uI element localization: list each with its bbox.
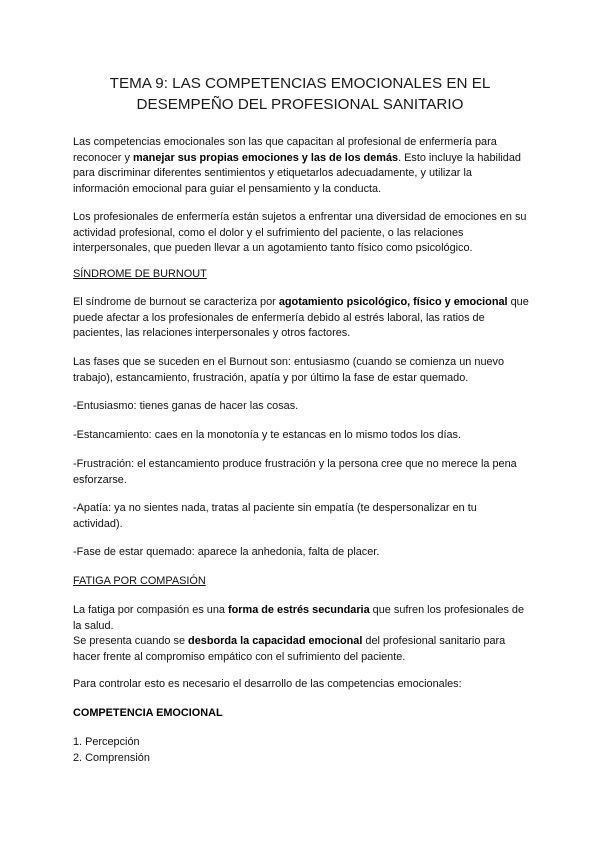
phase-quemado: -Fase de estar quemado: aparece la anhedonia, falta de placer. (73, 546, 380, 558)
control-paragraph: Para controlar esto es necesario el desarrollo de las competencias emocionales: (73, 678, 462, 690)
fatiga-paragraph: La fatiga por compasión es una forma de estrés secundaria que sufren los profesionales de la salud. Se presenta cuando se desborda la capacidad emocional del profesional sanitario para hacer frente al compromiso empático con el sufrimiento del paciente. (73, 604, 525, 663)
competencia-list (73, 735, 529, 766)
title-line-1: TEMA 9: LAS COMPETENCIAS EMOCIONALES EN EL (109, 75, 491, 92)
heading-burnout: SÍNDROME DE BURNOUT (73, 268, 207, 280)
list-item: 2. Comprensión (73, 751, 150, 764)
heading-fatiga: FATIGA POR COMPASIÓN (73, 575, 206, 587)
bold-emphasis: manejar sus propias emociones y las de los demás (132, 151, 399, 164)
title-line-2: DESEMPEÑO DEL PROFESIONAL SANITARIO (136, 96, 464, 113)
document-title (60, 73, 540, 115)
burnout-paragraph: El síndrome de burnout se caracteriza por agotamiento psicológico, físico y emocional que puede afectar a los profesionales de enfermería debido al estrés laboral, las ratios de pacientes, las relaciones interpersonales y otros factores. (73, 296, 529, 340)
list-item: 1. Percepción (73, 736, 140, 748)
phase-entusiasmo: -Entusiasmo: tienes ganas de hacer las cosas. (73, 400, 299, 412)
phase-estancamiento: -Estancamiento: caes en la monotonía y te estancas en lo mismo todos los días. (73, 429, 462, 441)
context-paragraph: Los profesionales de enfermería están sujetos a enfrentar una diversidad de emociones en su actividad profesional, como el dolor y el sufrimiento del paciente, o las relaciones interpersonales, que pueden llevar a un agotamiento tanto físico como psicológico. (73, 211, 527, 255)
intro-paragraph: Las competencias emocionales son las que capacitan al profesional de enfermería para reconocer y manejar sus propias emociones y las de los demás. Esto incluye la habilidad para discriminar diferentes sentimientos y etiquetarlos adecuadamente, y utilizar la información emocional para guiar el pensamiento y la conducta. (73, 136, 521, 195)
bold-emphasis: forma de estrés secundaria (228, 604, 370, 616)
phases-paragraph: Las fases que se suceden en el Burnout son: entusiasmo (cuando se comienza un nuevo trabajo), estancamiento, frustración, apatía y por último la fase de estar quemado. (73, 356, 505, 384)
phase-frustracion: -Frustración: el estancamiento produce frustración y la persona cree que no merece la pena esforzarse. (73, 458, 517, 486)
bold-emphasis: desborda la capacidad emocional (188, 635, 363, 648)
heading-competencia: COMPETENCIA EMOCIONAL (73, 707, 223, 719)
bold-emphasis: agotamiento psicológico, físico y emocional (278, 296, 508, 308)
phase-apatia: -Apatía: ya no sientes nada, tratas al paciente sin empatía (te despersonalizar en tu actividad). (73, 502, 477, 530)
